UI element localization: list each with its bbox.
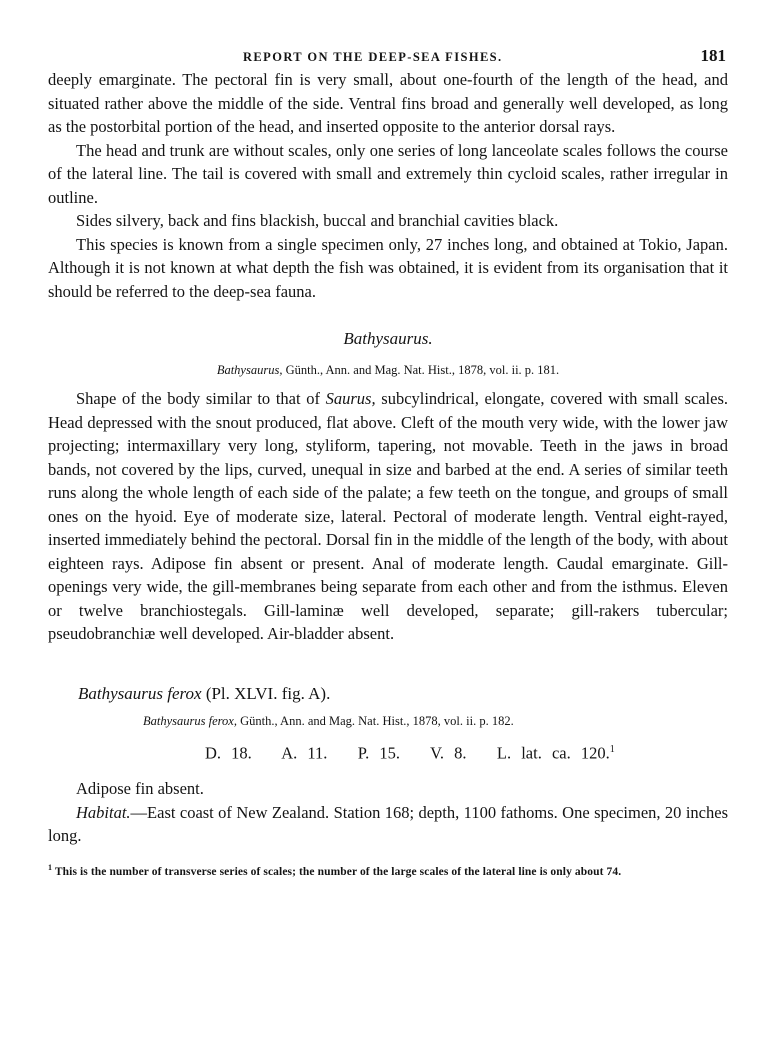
page-number: 181 xyxy=(700,46,726,65)
footnote-text: This is the number of transverse series of scales; the number of the large scales of the lateral line is only about 74. xyxy=(52,865,622,878)
genus-reference xyxy=(48,361,728,379)
species-plate: (Pl. XLVI. fig. A). xyxy=(201,683,331,703)
intro-paragraph: The head and trunk are without scales, only one series of long lanceolate scales follows the course of the lateral line. The tail is covered with small and extremely thin cycloid scales, rather irregular in outline. xyxy=(48,140,728,207)
species-reference-name: Bathysaurus ferox, xyxy=(143,713,237,728)
habitat-label: Habitat. xyxy=(76,802,131,822)
footnote-number: 1 xyxy=(48,862,53,872)
intro-paragraph: This species is known from a single specimen only, 27 inches long, and obtained at Tokio, Japan. Although it is not known at what depth the fish was obtained, it is evident from its organisation that it should be referred to the deep-sea fauna. xyxy=(48,234,728,301)
habitat-text: —East coast of New Zealand. Station 168; depth, 1100 fathoms. One specimen, 20 inches long. xyxy=(48,802,728,845)
genus-description-italic: Saurus, xyxy=(325,389,376,408)
document-page xyxy=(48,38,728,879)
genus-description-part2: subcylindrical, elongate, covered with small scales. Head depressed with the snout produced, flat above. Cleft of the mouth very wide, with the lower jaw projecting; intermaxillary very long, styliform, tapering, not movable. Teeth in the jaws in broad bands, not covered by the lips, curved, unequal in size and barbed at the end. A series of similar teeth runs along the whole length of each side of the palate; a few teeth on the tongue, and groups of small ones on the hyoid. Eye of moderate size, lateral. Pectoral of moderate length. Ventral eight-rayed, inserted immediately behind the pectoral. Dorsal fin in the middle of the length of the body, with about eighteen rays. Adipose fin absent or present. Anal of moderate length. Caudal emarginate. Gill-openings very wide, the gill-membranes being separate from each other and from the isthmus. Eleven or twelve branchiostegals. Gill-laminæ well developed, separate; gill-rakers tubercular; pseudobranchiæ well developed. Air-bladder absent. xyxy=(48,389,728,643)
intro-section xyxy=(48,68,728,303)
footnote xyxy=(48,860,728,880)
adipose-note: Adipose fin absent. xyxy=(76,779,204,798)
genus-heading: Bathysaurus. xyxy=(343,329,433,348)
running-title: REPORT ON THE DEEP-SEA FISHES. xyxy=(243,50,503,64)
genus-reference-citation: Günth., Ann. and Mag. Nat. Hist., 1878, vol. ii. p. 181. xyxy=(282,363,560,377)
genus-description xyxy=(48,387,728,646)
species-reference-citation: Günth., Ann. and Mag. Nat. Hist., 1878, vol. ii. p. 182. xyxy=(236,713,514,728)
footnote-marker: 1 xyxy=(609,743,615,755)
species-heading xyxy=(78,682,728,706)
genus-description-part1: Shape of the body similar to that of xyxy=(76,389,326,408)
fin-formula xyxy=(205,738,728,766)
habitat-paragraph xyxy=(48,801,728,848)
intro-paragraph: deeply emarginate. The pectoral fin is very small, about one-fourth of the length of the head, and situated rather above the middle of the side. Ventral fins broad and generally well developed, as long as the postorbital portion of the head, and inserted opposite to the anterior dorsal rays. xyxy=(48,70,728,136)
genus-reference-name: Bathysaurus, xyxy=(216,363,283,377)
intro-paragraph: Sides silvery, back and fins blackish, buccal and branchial cavities black. xyxy=(76,211,559,230)
species-name: Bathysaurus ferox xyxy=(78,683,202,703)
running-head xyxy=(48,38,728,68)
fin-formula-text: D. 18. A. 11. P. 15. V. 8. L. lat. ca. 120. xyxy=(205,743,610,762)
species-reference xyxy=(143,712,728,730)
